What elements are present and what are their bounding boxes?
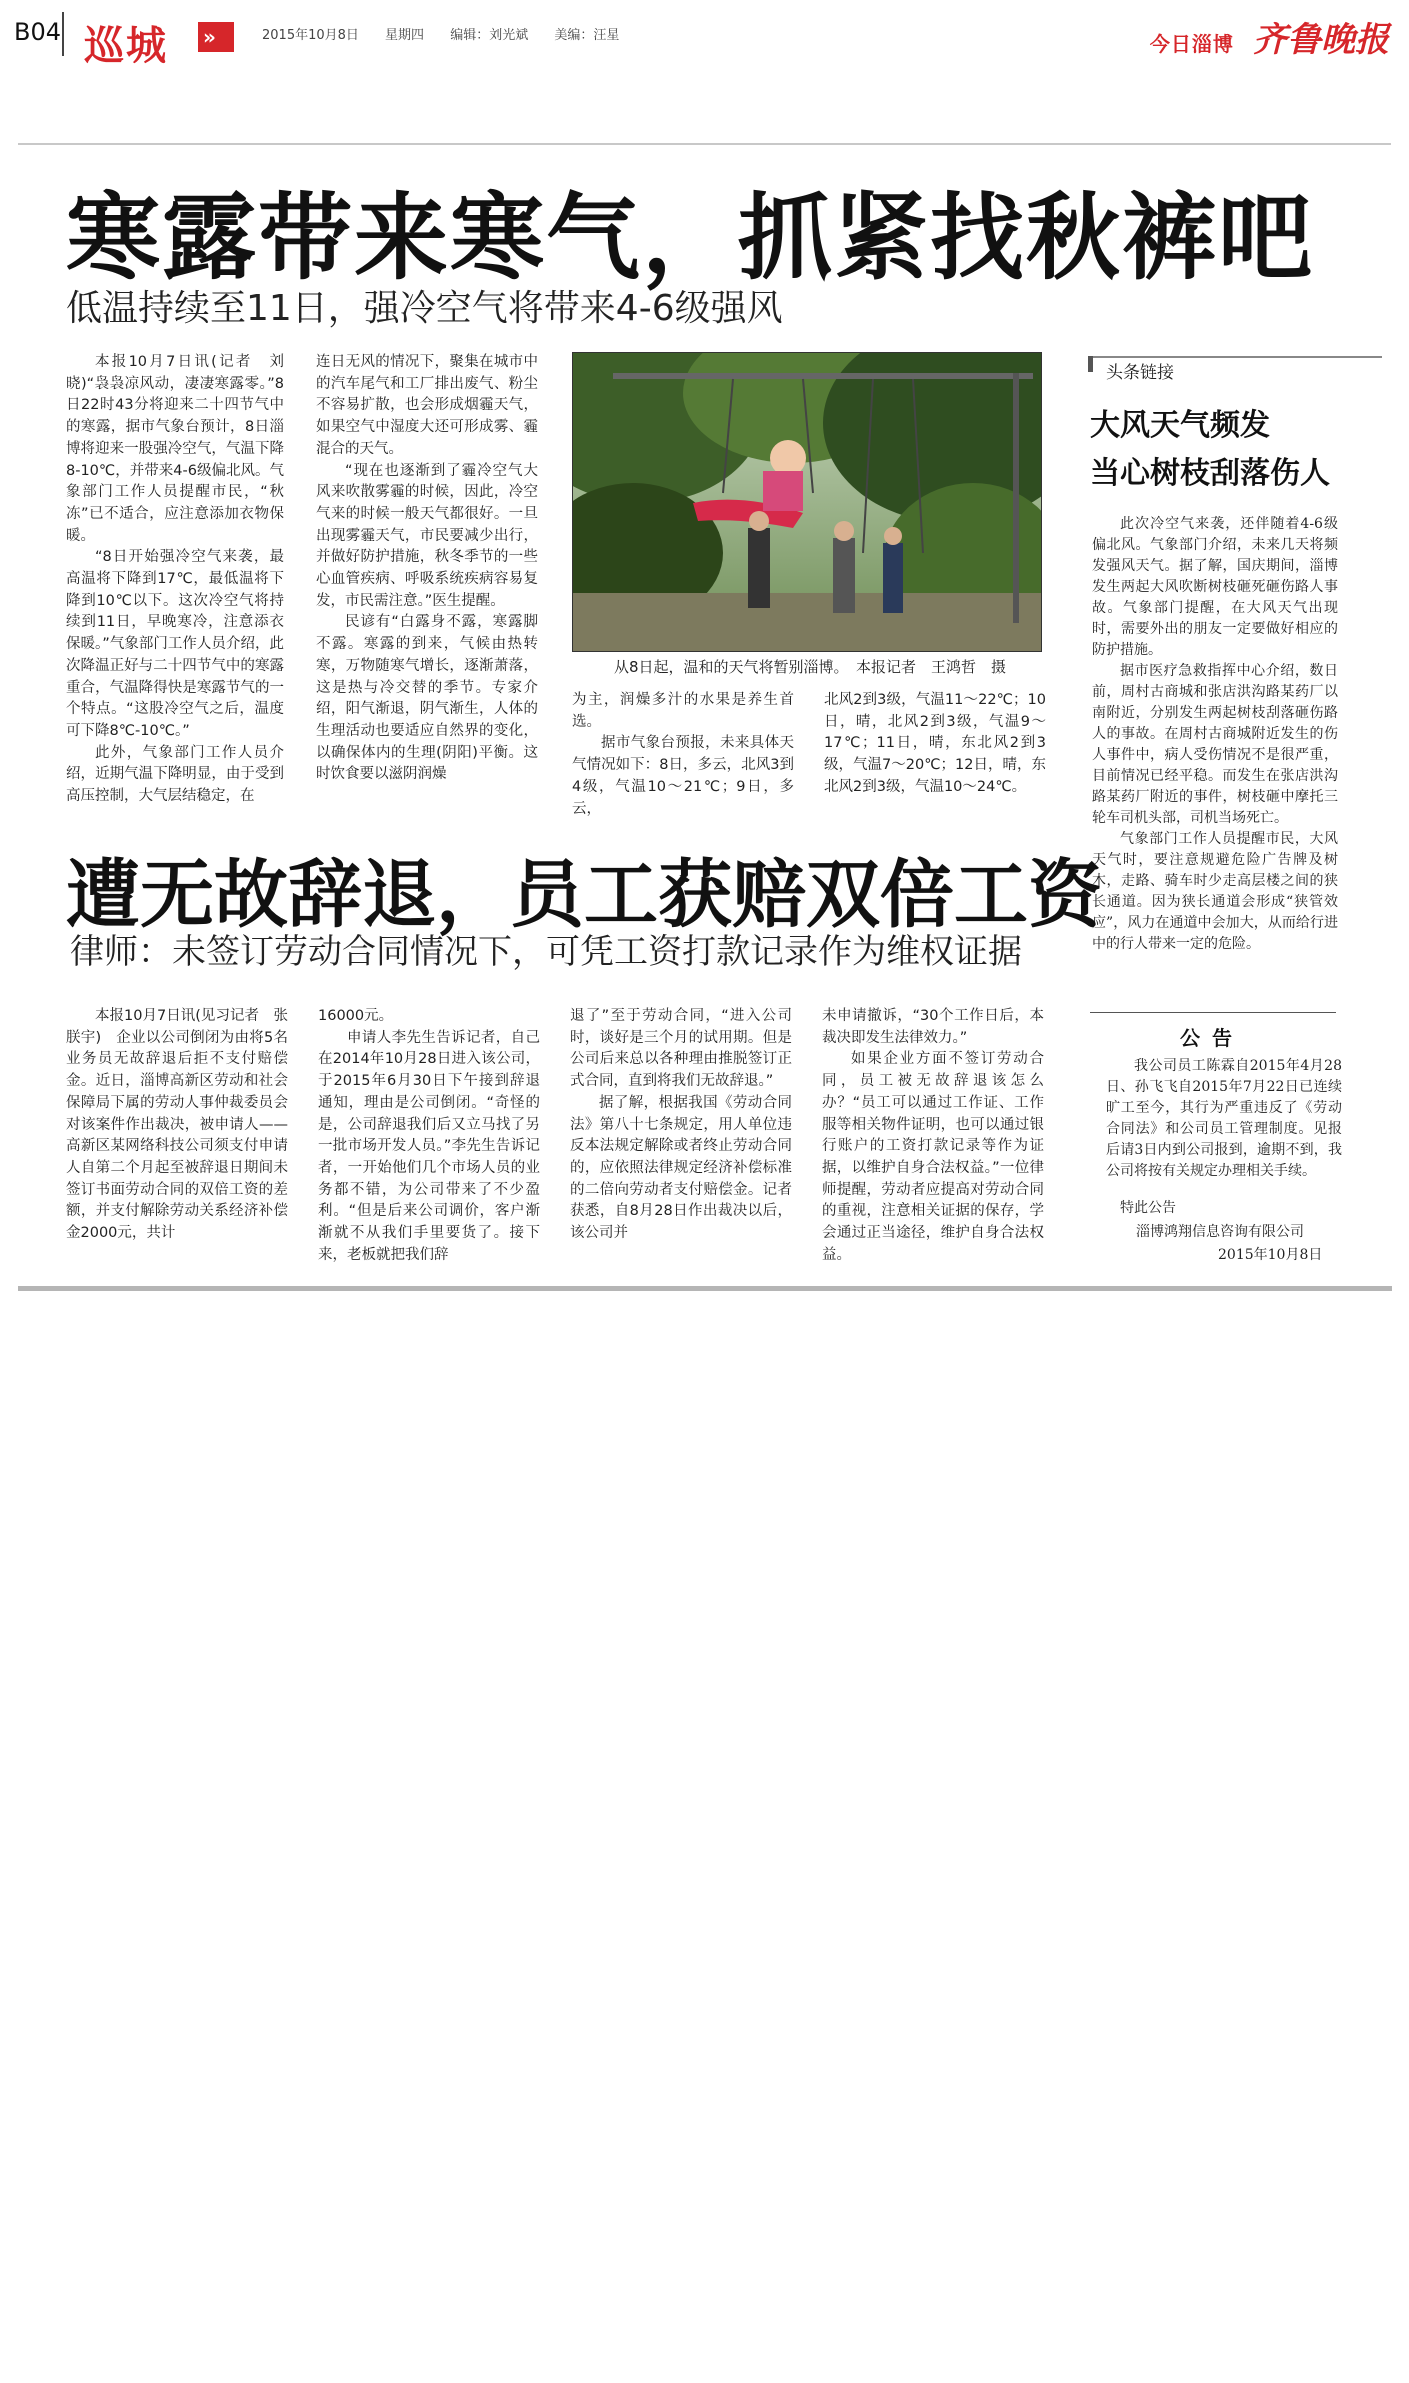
paragraph: 据市气象台预报，未来具体天气情况如下：8日，多云，北风3到4级，气温10～21℃；9日，多云， (572, 735, 794, 817)
notice-sign: 特此公告 (1120, 1200, 1176, 1216)
issue-weekday: 星期四 (385, 28, 425, 43)
notice-organization: 淄博鸿翔信息咨询有限公司 (1136, 1224, 1304, 1240)
page-bottom-rule (18, 1286, 1392, 1291)
article2-column-3 (570, 1006, 792, 1245)
page-header (0, 0, 1409, 80)
paragraph: 申请人李先生告诉记者，自己在2014年10月28日进入该公司，于2015年6月30日下午接到辞退通知，理由是公司倒闭。“奇怪的是，公司辞退我们后又立马找了另一批市场开发人员。”李先生告诉记者，一开始他们几个市场人员的业务都不错，为公司带来了不少盈利。“但是后来公司调价，客户渐渐就不从我们手里要货了。接下来，老板就把我们辞 (318, 1029, 540, 1263)
paragraph: 北风2到3级，气温11～22℃；10日，晴，北风2到3级，气温9～17℃；11日，晴，东北风2到3级，气温7～20℃；12日，晴，东北风2到3级，气温10～24℃。 (824, 692, 1046, 795)
paragraph: “现在也逐渐到了霾冷空气大风来吹散雾霾的时候，因此，冷空气来的时候一般天气都很好。一旦出现雾霾天气，市民要减少出行，并做好防护措施，秋冬季节的一些心血管疾病、呼吸系统疾病容易复发，市民需注意。”医生提醒。 (316, 462, 538, 609)
issue-editor: 编辑：刘光斌 (450, 28, 529, 43)
sidebar-headline (1090, 402, 1330, 498)
sidebar-body (1092, 514, 1338, 955)
header-rule (18, 143, 1391, 145)
brand-edition: 今日淄博 (1149, 32, 1234, 56)
issue-date: 2015年10月8日 (262, 28, 359, 43)
paragraph: 气象部门工作人员提醒市民，大风天气时，要注意规避危险广告牌及树木，走路、骑车时少走高层楼之间的狭长通道。因为狭长通道会形成“狭管效应”，风力在通道中会加大，从而给行进中的行人带来一定的危险。 (1092, 831, 1338, 952)
paragraph: 据了解，根据我国《劳动合同法》第八十七条规定，用人单位违反本法规定解除或者终止劳动合同的，应依照法律规定经济补偿标准的二倍向劳动者支付赔偿金。记者获悉，自8月28日作出裁决以后，该公司并 (570, 1094, 792, 1242)
paragraph: 本报10月7日讯(见习记者 张朕宇) 企业以公司倒闭为由将5名业务员无故辞退后拒不支付赔偿金。近日，淄博高新区劳动和社会保障局下属的劳动人事仲裁委员会对该案件作出裁决，被申请人——高新区某网络科技公司须支付申请人自第二个月起至被辞退日期间未签订书面劳动合同的双倍工资的差额，并支付解除劳动关系经济补偿金2000元，共计 (66, 1008, 288, 1242)
article2-column-4 (822, 1006, 1044, 1266)
article2-column-1 (66, 1006, 288, 1245)
article1-column-3 (572, 690, 794, 820)
paragraph: 民谚有“白露身不露，寒露脚不露。寒露的到来，气候由热转寒，万物随寒气增长，逐渐萧落，这是热与冷交替的季节。专家介绍，阳气渐退，阴气渐生，人体的生理活动也要适应自然界的变化，以确保体内的生理(阴阳)平衡。这时饮食要以滋阴润燥 (316, 614, 538, 783)
paragraph: 连日无风的情况下，聚集在城市中的汽车尾气和工厂排出废气、粉尘不容易扩散，也会形成烟霾天气，如果空气中湿度大还可形成雾、霾混合的天气。 (316, 354, 538, 457)
paragraph: 据市医疗急救指挥中心介绍，数日前，周村古商城和张店洪沟路某药厂以南附近，分别发生两起树枝刮落砸伤路人的事故。在周村古商城附近发生的伤人事件中，病人受伤情况不是很严重，目前情况已经平稳。而发生在张店洪沟路某药厂附近的事件，树枝砸中摩托三轮车司机头部，司机当场死亡。 (1092, 663, 1338, 826)
article1-column-1 (66, 352, 284, 808)
article2-subheadline: 律师：未签订劳动合同情况下，可凭工资打款记录作为维权证据 (70, 932, 1022, 972)
section-arrow-glyph: » (203, 25, 216, 49)
paragraph: 如果企业方面不签订劳动合同，员工被无故辞退该怎么办？“员工可以通过工作证、工作服等相关物件证明，也可以通过银行账户的工资打款记录等作为证据，以维护自身合法权益。”一位律师提醒，劳动者应提高对劳动合同的重视，注意相关证据的保存，学会通过正当途径，维护自身合法权益。 (822, 1051, 1044, 1263)
paragraph: 退了”至于劳动合同，“进入公司时，谈好是三个月的试用期。但是公司后来总以各种理由推脱签订正式合同，直到将我们无故辞退。” (570, 1008, 792, 1090)
paragraph: 此外，气象部门工作人员介绍，近期气温下降明显，由于受到高压控制，大气层结稳定，在 (66, 744, 284, 805)
article1-column-2 (316, 352, 538, 786)
issue-designer: 美编：汪星 (554, 28, 620, 43)
article1-column-4 (824, 690, 1046, 799)
sidebar-headline-line2: 当心树枝刮落伤人 (1090, 456, 1330, 491)
sidebar-tag: 头条链接 (1106, 363, 1174, 383)
article1-headline: 寒露带来寒气，抓紧找秋裤吧 (66, 183, 1315, 293)
sidebar-headline-line1: 大风天气频发 (1090, 408, 1270, 443)
notice-date: 2015年10月8日 (1218, 1247, 1323, 1263)
paragraph: “8日开始强冷空气来袭，最高温将下降到17℃，最低温将下降到10℃以下。这次冷空气将持续到11日，早晚寒冷，注意添衣保暖。”气象部门工作人员介绍，此次降温正好与二十四节气中的寒露重合，气温降得快是寒露节气的一个特点。“这股冷空气之后，温度可下降8℃-10℃。” (66, 549, 284, 739)
paragraph: 为主，润燥多汁的水果是养生首选。 (572, 692, 794, 730)
section-arrow-icon (198, 22, 234, 52)
article2-column-2 (318, 1006, 540, 1266)
paragraph: 此次冷空气来袭，还伴随着4-6级偏北风。气象部门介绍，未来几天将频发强风天气。据了解，国庆期间，淄博发生两起大风吹断树枝砸死砸伤路人事故。气象部门提醒，在大风天气出现时，需要外出的朋友一定要做好相应的防护措施。 (1092, 516, 1338, 658)
page-number: B04 (14, 18, 62, 46)
notice-body (1106, 1056, 1342, 1182)
article2-headline: 遭无故辞退，员工获赔双倍工资 (66, 852, 1102, 938)
news-photo (572, 352, 1042, 652)
section-title: 巡城 (84, 22, 168, 69)
notice-title: 公告 (1180, 1026, 1244, 1050)
photo-caption: 从8日起，温和的天气将暂别淄博。 本报记者 王鸿哲 摄 (614, 658, 1007, 676)
article1-subheadline: 低温持续至11日，强冷空气将带来4-6级强风 (66, 288, 783, 329)
notice-rule (1090, 1012, 1336, 1013)
paragraph: 我公司员工陈霖自2015年4月28日、孙飞飞自2015年7月22日已连续旷工至今，其行为严重违反了《劳动合同法》和公司员工管理制度。见报后请3日内到公司报到，逾期不到，我公司将按有关规定办理相关手续。 (1106, 1058, 1342, 1179)
paragraph: 本报10月7日讯(记者 刘晓)“袅袅凉风动，凄凄寒露零。”8日22时43分将迎来二十四节气中的寒露，据市气象台预计，8日淄博将迎来一股强冷空气，气温下降8-10℃，并带来4-6级偏北风。气象部门工作人员提醒市民，“秋冻”已不适合，应注意添加衣物保暖。 (66, 354, 284, 544)
issue-info (262, 24, 641, 43)
newspaper-brand (1150, 12, 1389, 61)
photo-swing-park-icon (573, 353, 1041, 651)
header-divider (62, 12, 64, 56)
brand-logo: 齐鲁晚报 (1253, 20, 1389, 60)
paragraph: 未申请撤诉，“30个工作日后，本裁决即发生法律效力。” (822, 1008, 1044, 1046)
paragraph: 16000元。 (318, 1008, 394, 1024)
